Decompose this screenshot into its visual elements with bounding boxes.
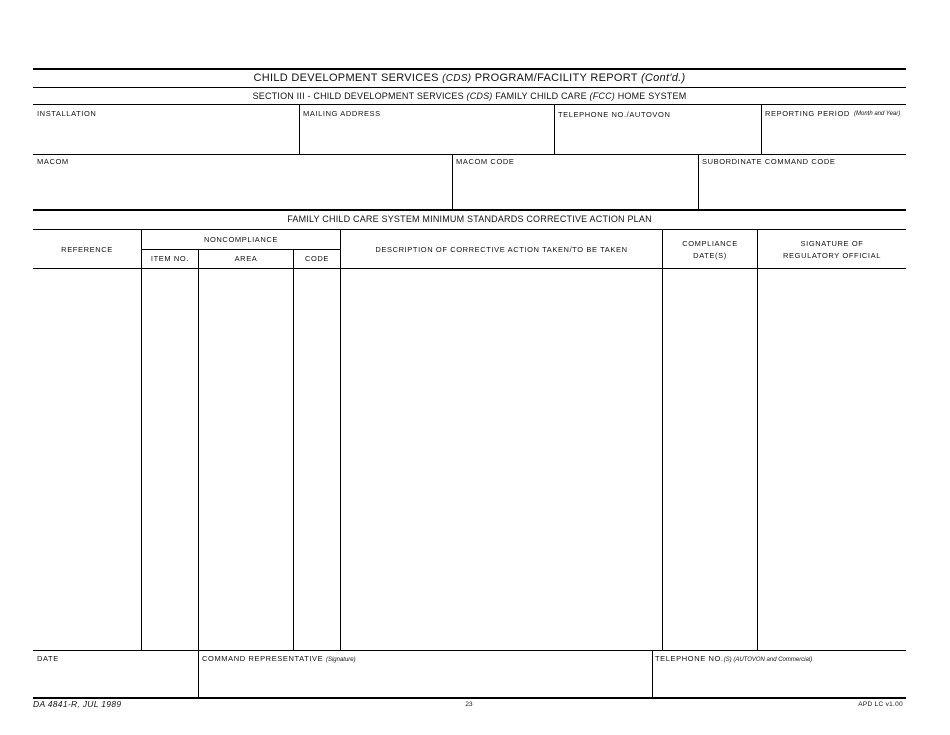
section-text-a: SECTION III - CHILD DEVELOPMENT SERVICES: [252, 91, 464, 101]
telephone-field[interactable]: [555, 120, 760, 154]
top-border: [33, 68, 906, 70]
compliance-header-1: COMPLIANCE: [682, 239, 738, 248]
plan-heading-divider: [33, 229, 906, 230]
compliance-date-cell[interactable]: [663, 269, 757, 650]
subordinate-command-code-field[interactable]: [699, 166, 906, 209]
title-abbrev: (CDS): [442, 73, 472, 84]
command-rep-label: [202, 654, 356, 663]
item-no-header: ITEM NO.: [150, 254, 190, 263]
section-text-d: (FCC): [589, 91, 615, 101]
noncompliance-subdivider: [142, 249, 340, 250]
code-cell[interactable]: [294, 269, 340, 650]
command-rep-text: COMMAND REPRESENTATIVE: [202, 654, 324, 663]
reporting-period-field[interactable]: [762, 128, 906, 154]
bottom-telephone-text: TELEPHONE NO.: [655, 654, 724, 663]
macom-code-label: MACOM CODE: [456, 157, 515, 166]
compliance-header-2: DATE(S): [693, 251, 727, 260]
bottom-telephone-note: (S) (AUTOVON and Commercial): [723, 657, 813, 663]
macom-label: MACOM: [37, 157, 69, 166]
signature-header-1: SIGNATURE OF: [800, 239, 864, 248]
reference-header: REFERENCE: [61, 245, 113, 254]
table-bottom: [33, 650, 906, 651]
section-divider: [33, 104, 906, 105]
reporting-period-note: (Month and Year): [854, 111, 901, 117]
title-rest: PROGRAM/FACILITY REPORT: [474, 72, 638, 84]
area-header: AREA: [234, 254, 258, 263]
bottom-telephone-field[interactable]: [653, 664, 906, 697]
section-text-e: HOME SYSTEM: [617, 91, 687, 101]
row2-bottom: [33, 209, 906, 211]
description-cell[interactable]: [341, 269, 662, 650]
signature-cell[interactable]: [758, 269, 906, 650]
bottom-telephone-label: [655, 654, 812, 663]
mailing-address-field[interactable]: [300, 118, 553, 154]
reference-cell[interactable]: [33, 269, 141, 650]
macom-field[interactable]: [33, 166, 451, 209]
version: APD LC v1.00: [858, 701, 903, 708]
section-text-c: FAMILY CHILD CARE: [495, 91, 587, 101]
date-field[interactable]: [33, 664, 197, 697]
signature-header-2: REGULATORY OFFICIAL: [783, 251, 881, 260]
command-rep-field[interactable]: [199, 664, 651, 697]
page-number: 23: [465, 701, 473, 708]
command-rep-note: (Signature): [325, 657, 356, 663]
row1-bottom: [33, 154, 906, 155]
area-cell[interactable]: [199, 269, 293, 650]
item-no-cell[interactable]: [142, 269, 198, 650]
installation-label: INSTALLATION: [37, 109, 97, 118]
subordinate-command-code-label: SUBORDINATE COMMAND CODE: [702, 157, 836, 166]
form-id: DA 4841-R, JUL 1989: [33, 699, 122, 709]
section-heading: [33, 91, 906, 101]
plan-heading: FAMILY CHILD CARE SYSTEM MINIMUM STANDARDS CORRECTIVE ACTION PLAN: [287, 214, 652, 224]
form-title: [33, 72, 906, 84]
macom-code-field[interactable]: [453, 166, 697, 209]
noncompliance-header: NONCOMPLIANCE: [203, 235, 279, 244]
reporting-period-text: REPORTING PERIOD: [765, 109, 850, 118]
description-header: DESCRIPTION OF CORRECTIVE ACTION TAKEN/TO BE TAKEN: [375, 245, 628, 254]
section-text-b: (CDS): [466, 91, 493, 101]
bottom-border: [33, 697, 906, 699]
title-divider: [33, 87, 906, 88]
date-label: DATE: [37, 654, 59, 663]
installation-field[interactable]: [33, 118, 299, 154]
title-text: CHILD DEVELOPMENT SERVICES: [253, 72, 439, 84]
telephone-label: TELEPHONE NO./AUTOVON: [558, 110, 671, 119]
reporting-period-label: [765, 109, 850, 118]
mailing-address-label: MAILING ADDRESS: [303, 109, 381, 118]
title-contd: (Cont'd.): [640, 72, 686, 84]
code-header: CODE: [304, 254, 330, 263]
